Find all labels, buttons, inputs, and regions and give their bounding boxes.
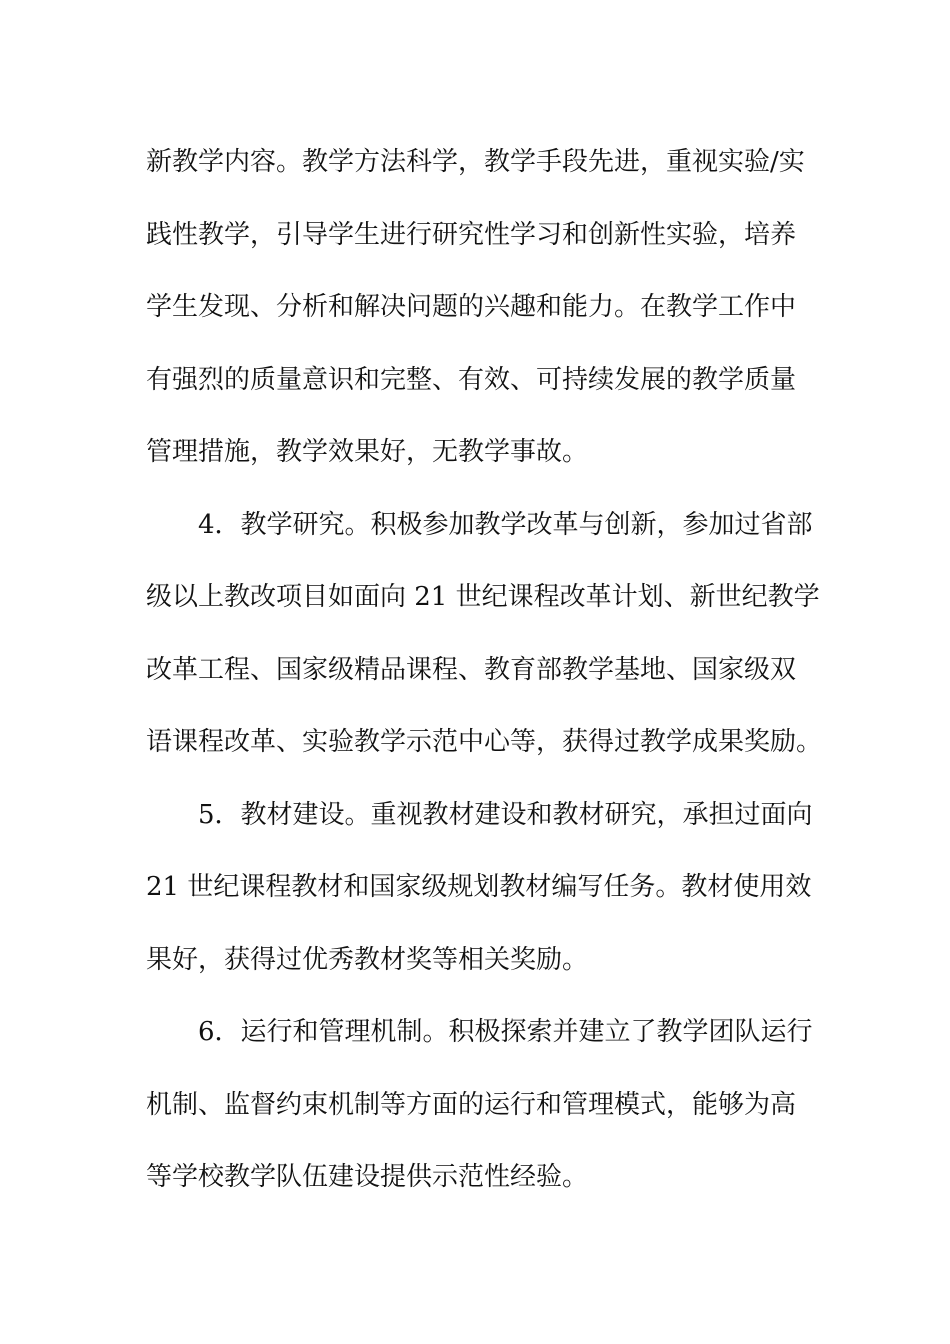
paragraph-4-heading-line: 4．教学研究。积极参加教学改革与创新，参加过省部: [198, 509, 813, 540]
text-line: 级以上教改项目如面向 21 世纪课程改革计划、新世纪教学: [146, 582, 820, 612]
text-line: 学生发现、分析和解决问题的兴趣和能力。在教学工作中: [146, 292, 797, 322]
text-line: 等学校教学队伍建设提供示范性经验。: [146, 1162, 589, 1192]
text-line: 果好，获得过优秀教材奖等相关奖励。: [146, 944, 589, 975]
text-line: 21 世纪课程教材和国家级规划教材编写任务。教材使用效: [146, 872, 812, 902]
text-line: 践性教学，引导学生进行研究性学习和创新性实验，培养: [146, 219, 797, 250]
document-body: [146, 126, 823, 1214]
text-line: 有强烈的质量意识和完整、有效、可持续发展的教学质量: [146, 364, 797, 395]
paragraph-6-heading-line: 6．运行和管理机制。积极探索并建立了教学团队运行: [198, 1017, 813, 1047]
text-line: 新教学内容。教学方法科学，教学手段先进，重视实验/实: [146, 147, 805, 177]
text-line: 改革工程、国家级精品课程、教育部教学基地、国家级双: [146, 654, 797, 685]
paragraph-5-heading-line: 5．教材建设。重视教材建设和教材研究，承担过面向: [198, 799, 813, 830]
text-line: 语课程改革、实验教学示范中心等，获得过教学成果奖励。: [146, 727, 823, 757]
text-line: 管理措施，教学效果好，无教学事故。: [146, 437, 589, 467]
text-line: 机制、监督约束机制等方面的运行和管理模式，能够为高: [146, 1089, 797, 1120]
